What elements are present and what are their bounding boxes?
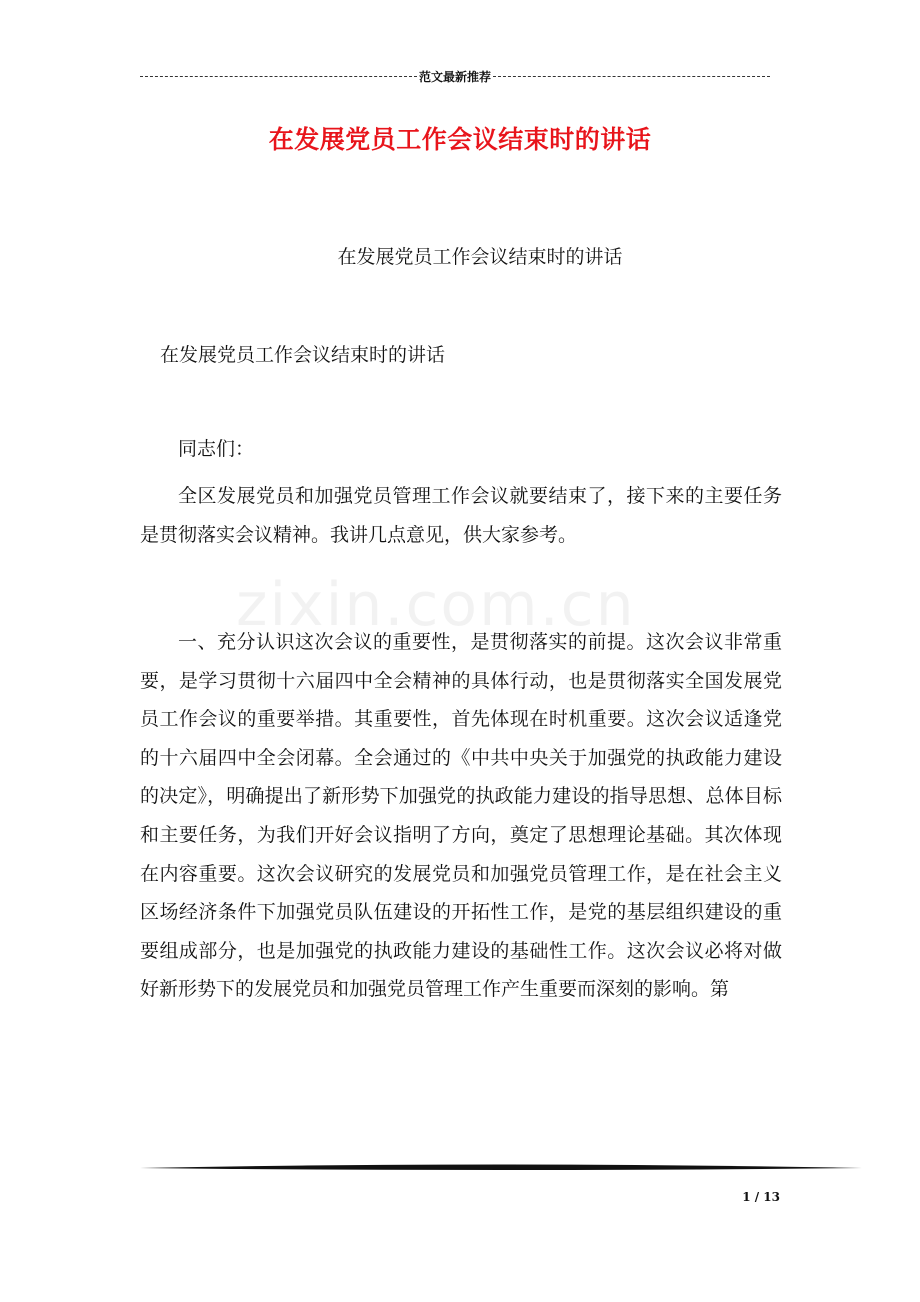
header-tag: 范文最新推荐 <box>419 69 492 84</box>
watermark: zixin.com.cn <box>236 570 636 640</box>
page-number: 1 / 13 <box>742 1190 780 1204</box>
footer-divider <box>140 1162 862 1174</box>
paragraph-2-block <box>140 623 782 1009</box>
paragraph-1-block <box>140 477 782 554</box>
document-subtitle-centered: 在发展党员工作会议结束时的讲话 <box>337 246 623 268</box>
page-header <box>140 66 770 86</box>
document-title: 在发展党员工作会议结束时的讲话 <box>268 125 652 154</box>
paragraph-2: 一、充分认识这次会议的重要性，是贯彻落实的前提。这次会议非常重要，是学习贯彻十六届四中全会精神的具体行动，也是贯彻落实全国发展党员工作会议的重要举措。其重要性，首先体现在时机重要。这次会议适逢党的十六届四中全会闭幕。全会通过的《中共中央关于加强党的执政能力建设的决定》，明确提出了新形势下加强党的执政能力建设的指导思想、总体目标和主要任务，为我们开好会议指明了方向，奠定了思想理论基础。其次体现在内容重要。这次会议研究的发展党员和加强党员管理工作，是在社会主义区场经济条件下加强党员队伍建设的开拓性工作，是党的基层组织建设的重要组成部分，也是加强党的执政能力建设的基础性工作。这次会议必将对做好新形势下的发展党员和加强党员管理工作产生重要而深刻的影响。第 <box>140 631 782 1001</box>
greeting-text: 同志们： <box>178 438 255 460</box>
greeting-block <box>140 430 782 469</box>
document-subtitle-left: 在发展党员工作会议结束时的讲话 <box>160 344 446 366</box>
header-dash-left <box>140 76 417 77</box>
paragraph-1: 全区发展党员和加强党员管理工作会议就要结束了，接下来的主要任务是贯彻落实会议精神。我讲几点意见，供大家参考。 <box>140 485 782 546</box>
header-dash-right <box>493 76 770 77</box>
